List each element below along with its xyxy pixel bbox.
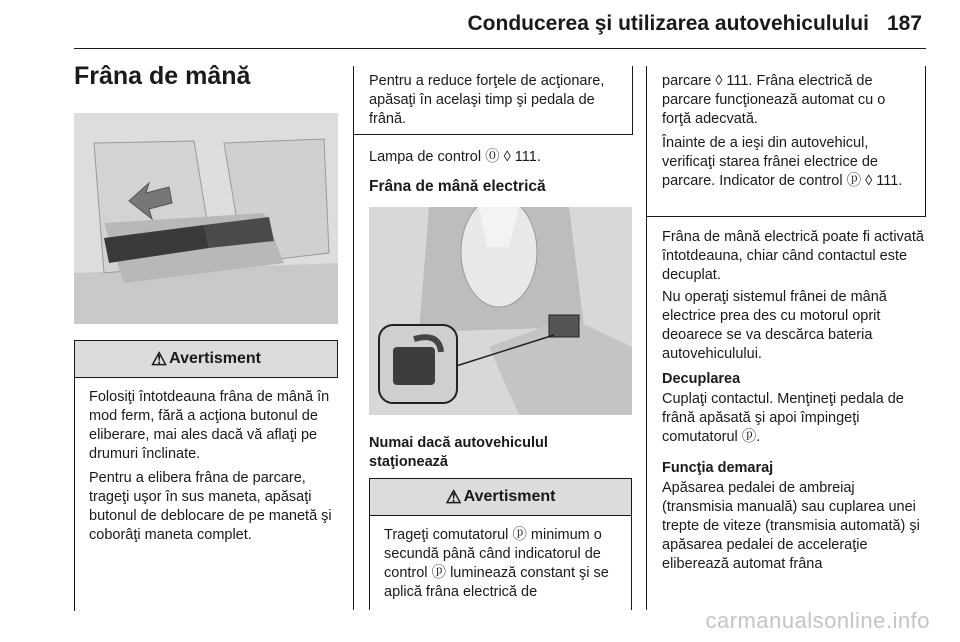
warning-1-paragraph-1: Folosiţi întotdeauna frâna de mână în mod ferm, fără a acţiona butonul de eliberare, mai ales dacă vă aflaţi pe drumuri înclinate.	[89, 389, 330, 462]
warning-box-1	[74, 340, 338, 611]
warning-2-text: Trageţi comutatorul ⓟ minimum o secundă până când indicatorul de control ⓟ luminează constant şi se aplică frâna electrică de	[384, 527, 609, 600]
col3-box-paragraph-2: Înainte de a ieşi din autovehicul, verificaţi starea frânei electrice de parcare. Indicator de control ⓟ ◊ 111.	[662, 135, 903, 189]
only-stationary-text: Numai dacă autovehiculul staţionează	[369, 435, 548, 470]
page-header	[468, 12, 922, 36]
demaraj-text: Apăsarea pedalei de ambreiaj (transmisia manuală) sau cuplarea unei trepte de viteze (transmisia automată) şi apăsarea pedalei de acceleraţie eliberează automat frâna	[662, 480, 920, 572]
header-title: Conducerea şi utilizarea autovehiculului	[467, 12, 869, 35]
warning-triangle-icon: ⚠	[445, 486, 462, 507]
warning-box-2	[369, 478, 632, 610]
section-title: Frâna de mână	[74, 62, 251, 90]
warning-title-1: Avertisment	[169, 350, 262, 367]
warning-header-2	[369, 478, 632, 516]
decuplare-text: Cuplaţi contactul. Menţineţi pedala de frână apăsată şi apoi împingeţi comutatorul ⓟ.	[662, 391, 904, 445]
page-number: 187	[886, 12, 922, 35]
warning-triangle-icon: ⚠	[150, 348, 168, 369]
lamp-control-text: Lampa de control ⓪ ◊ 111.	[369, 149, 541, 165]
warning-header-1	[74, 340, 338, 378]
col3-paragraph-2: Nu operaţi sistemul frânei de mână electrice prea des cu motorul oprit deoarece se va descărca bateria autovehiculului.	[662, 289, 887, 362]
handbrake-lever-image	[74, 113, 338, 324]
warning-title-2: Avertisment	[463, 488, 556, 505]
electric-handbrake-image	[369, 207, 632, 415]
watermark: carmanualsonline.info	[705, 608, 930, 633]
col3-paragraph-1: Frâna de mână electrică poate fi activată întotdeauna, chiar când contactul este decuplat.	[662, 229, 924, 283]
column-divider-left	[353, 66, 354, 610]
warning-1-paragraph-2: Pentru a elibera frâna de parcare, trageţi uşor în sus maneta, apăsaţi butonul de deblocare de pe manetă şi coborâţi maneta complet.	[89, 470, 332, 543]
warning-body-1	[74, 378, 338, 611]
demaraj-title: Funcţia demaraj	[662, 460, 774, 476]
electric-handbrake-illustration	[369, 207, 632, 415]
col3-box-paragraph-1: parcare ◊ 111. Frâna electrică de parcare funcţionează automat cu o forţă adecvată.	[662, 73, 886, 127]
continued-box-col3	[646, 66, 926, 217]
electric-handbrake-subtitle: Frâna de mână electrică	[369, 178, 546, 195]
warning-body-2	[369, 516, 632, 610]
continued-box-col2	[353, 66, 633, 135]
handbrake-illustration	[74, 113, 338, 324]
continued-box-text: Pentru a reduce forţele de acţionare, apăsaţi în acelaşi timp şi pedala de frână.	[369, 73, 605, 127]
header-rule	[74, 48, 926, 49]
decuplare-title: Decuplarea	[662, 371, 741, 387]
